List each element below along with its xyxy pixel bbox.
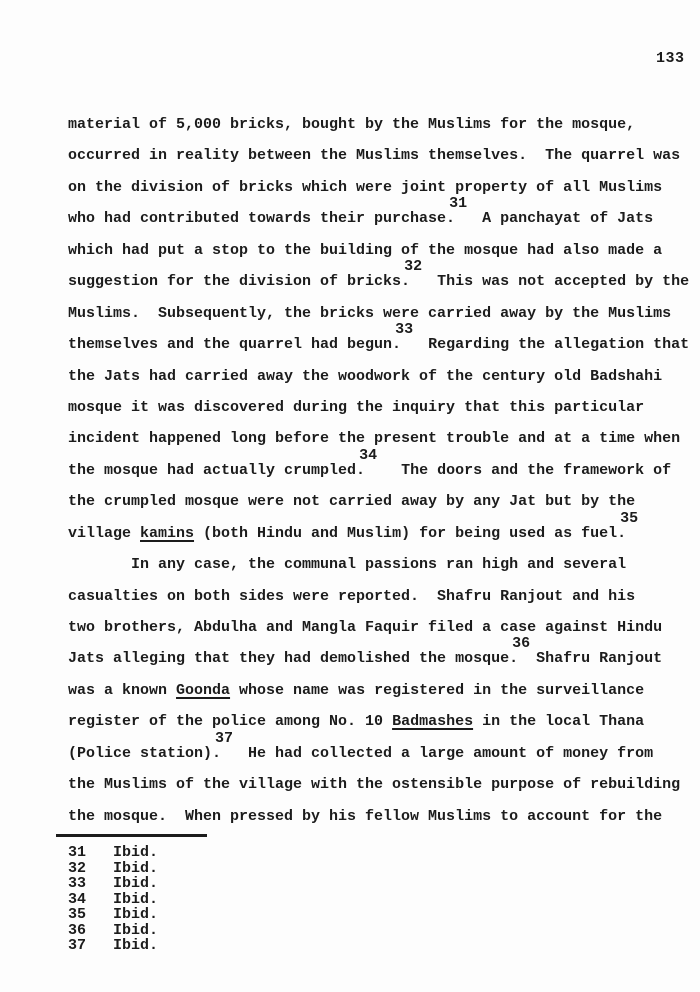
text-line xyxy=(68,235,700,266)
text-line: themselves and the quarrel had begun.33 Regarding the allegation that xyxy=(68,321,690,354)
text-run: occurred in reality between the Muslims themselves. The quarrel was xyxy=(68,147,681,165)
text-line: village kamins (both Hindu and Muslim) for being used as fuel.35 xyxy=(68,509,639,542)
footnote-item xyxy=(68,923,158,939)
footnote-item xyxy=(68,861,158,877)
text-run: the mosque had actually crumpled. xyxy=(68,461,366,479)
text-line xyxy=(68,172,700,203)
text-run: In any case, the communal passions ran high and several xyxy=(68,556,627,574)
text-run: Muslims. Subsequently, the bricks were carried away by the Muslims xyxy=(68,304,672,322)
text-run: the Muslims of the village with the ostensible purpose of rebuilding xyxy=(68,776,681,794)
footnote-separator xyxy=(56,834,207,837)
text-run: register of the police among No. 10 xyxy=(68,713,393,731)
text-line xyxy=(68,109,700,140)
text-run: on the division of bricks which were joint property of all Muslims xyxy=(68,178,663,196)
text-run: two brothers, Abdulha and Mangla Faquir filed a case against Hindu xyxy=(68,619,663,636)
footnote-number: 34 xyxy=(68,890,87,908)
text-run: He had collected a large amount of money from xyxy=(221,744,654,762)
text-run: was a known xyxy=(68,681,177,699)
text-line xyxy=(68,675,700,706)
footnote-item xyxy=(68,938,158,954)
text-run: Regarding the allegation that xyxy=(401,336,690,354)
text-run: whose name was registered in the surveillance xyxy=(230,681,645,699)
text-line: who had contributed towards their purchase.31 A panchayat of Jats xyxy=(68,195,654,228)
text-line xyxy=(68,706,700,737)
body-text xyxy=(68,109,700,832)
text-line xyxy=(68,612,700,643)
page-number: 133 xyxy=(656,50,685,67)
footnote-item xyxy=(68,892,158,908)
text-line xyxy=(68,423,700,454)
footnote-number: 35 xyxy=(68,906,87,923)
text-line xyxy=(68,801,700,832)
text-run: in the local Thana xyxy=(473,713,645,731)
footnote-text: Ibid. xyxy=(113,890,159,908)
footnote-item xyxy=(68,876,158,892)
text-line: the mosque had actually crumpled.34 The doors and the framework of xyxy=(68,446,672,479)
text-run: material of 5,000 bricks, bought by the Muslims for the mosque, xyxy=(68,116,636,133)
text-run: Shafru Ranjout xyxy=(518,650,663,668)
text-line xyxy=(68,769,700,800)
text-run: the mosque. When pressed by his fellow Muslims to account for the xyxy=(68,807,663,825)
footnote-number: 37 xyxy=(68,937,87,954)
text-line: Jats alleging that they had demolished the mosque.36 Shafru Ranjout xyxy=(68,635,663,668)
text-run: This was not accepted by the xyxy=(410,273,690,291)
underlined-term: kamins xyxy=(140,524,195,542)
text-run: mosque it was discovered during the inquiry that this particular xyxy=(68,398,645,416)
footnote-item xyxy=(68,845,158,861)
text-run: (Police station). xyxy=(68,744,222,762)
text-line xyxy=(68,392,700,423)
underlined-term: Badmashes xyxy=(392,713,474,731)
text-run: A panchayat of Jats xyxy=(455,210,654,228)
text-line xyxy=(68,549,700,580)
footnote-number: 31 xyxy=(68,844,87,861)
text-line xyxy=(68,361,700,392)
text-line xyxy=(68,298,700,329)
text-line xyxy=(68,486,700,517)
text-run: which had put a stop to the building of the mosque had also made a xyxy=(68,241,663,259)
text-run: who had contributed towards their purchase. xyxy=(68,210,456,228)
footnote-number: 32 xyxy=(68,859,87,877)
footnote-text: Ibid. xyxy=(113,875,159,892)
text-line xyxy=(68,140,700,171)
text-run: The doors and the framework of xyxy=(365,461,672,479)
text-line: suggestion for the division of bricks.32 This was not accepted by the xyxy=(68,258,690,291)
text-run: the crumpled mosque were not carried away by any Jat but by the xyxy=(68,493,636,511)
footnote-text: Ibid. xyxy=(113,859,159,877)
footnote-text: Ibid. xyxy=(113,844,159,861)
text-line xyxy=(68,581,700,612)
text-run: (both Hindu and Muslim) for being used as fuel. xyxy=(194,524,627,542)
text-run: casualties on both sides were reported. Shafru Ranjout and his xyxy=(68,587,636,605)
footnote-number: 33 xyxy=(68,875,87,892)
text-run: themselves and the quarrel had begun. xyxy=(68,336,402,354)
text-run: incident happened long before the present trouble and at a time when xyxy=(68,430,681,448)
text-line: (Police station).37 He had collected a large amount of money from xyxy=(68,729,654,762)
footnote-item xyxy=(68,907,158,923)
footnote-text: Ibid. xyxy=(113,906,159,923)
underlined-term: Goonda xyxy=(176,681,231,699)
text-run: the Jats had carried away the woodwork of the century old Badshahi xyxy=(68,367,663,385)
footnote-text: Ibid. xyxy=(113,921,159,939)
text-run: suggestion for the division of bricks. xyxy=(68,273,411,291)
footnote-number: 36 xyxy=(68,921,87,939)
footnotes xyxy=(68,845,158,954)
text-run: Jats alleging that they had demolished the mosque. xyxy=(68,650,519,668)
text-run: village xyxy=(68,524,141,542)
footnote-text: Ibid. xyxy=(113,937,159,954)
